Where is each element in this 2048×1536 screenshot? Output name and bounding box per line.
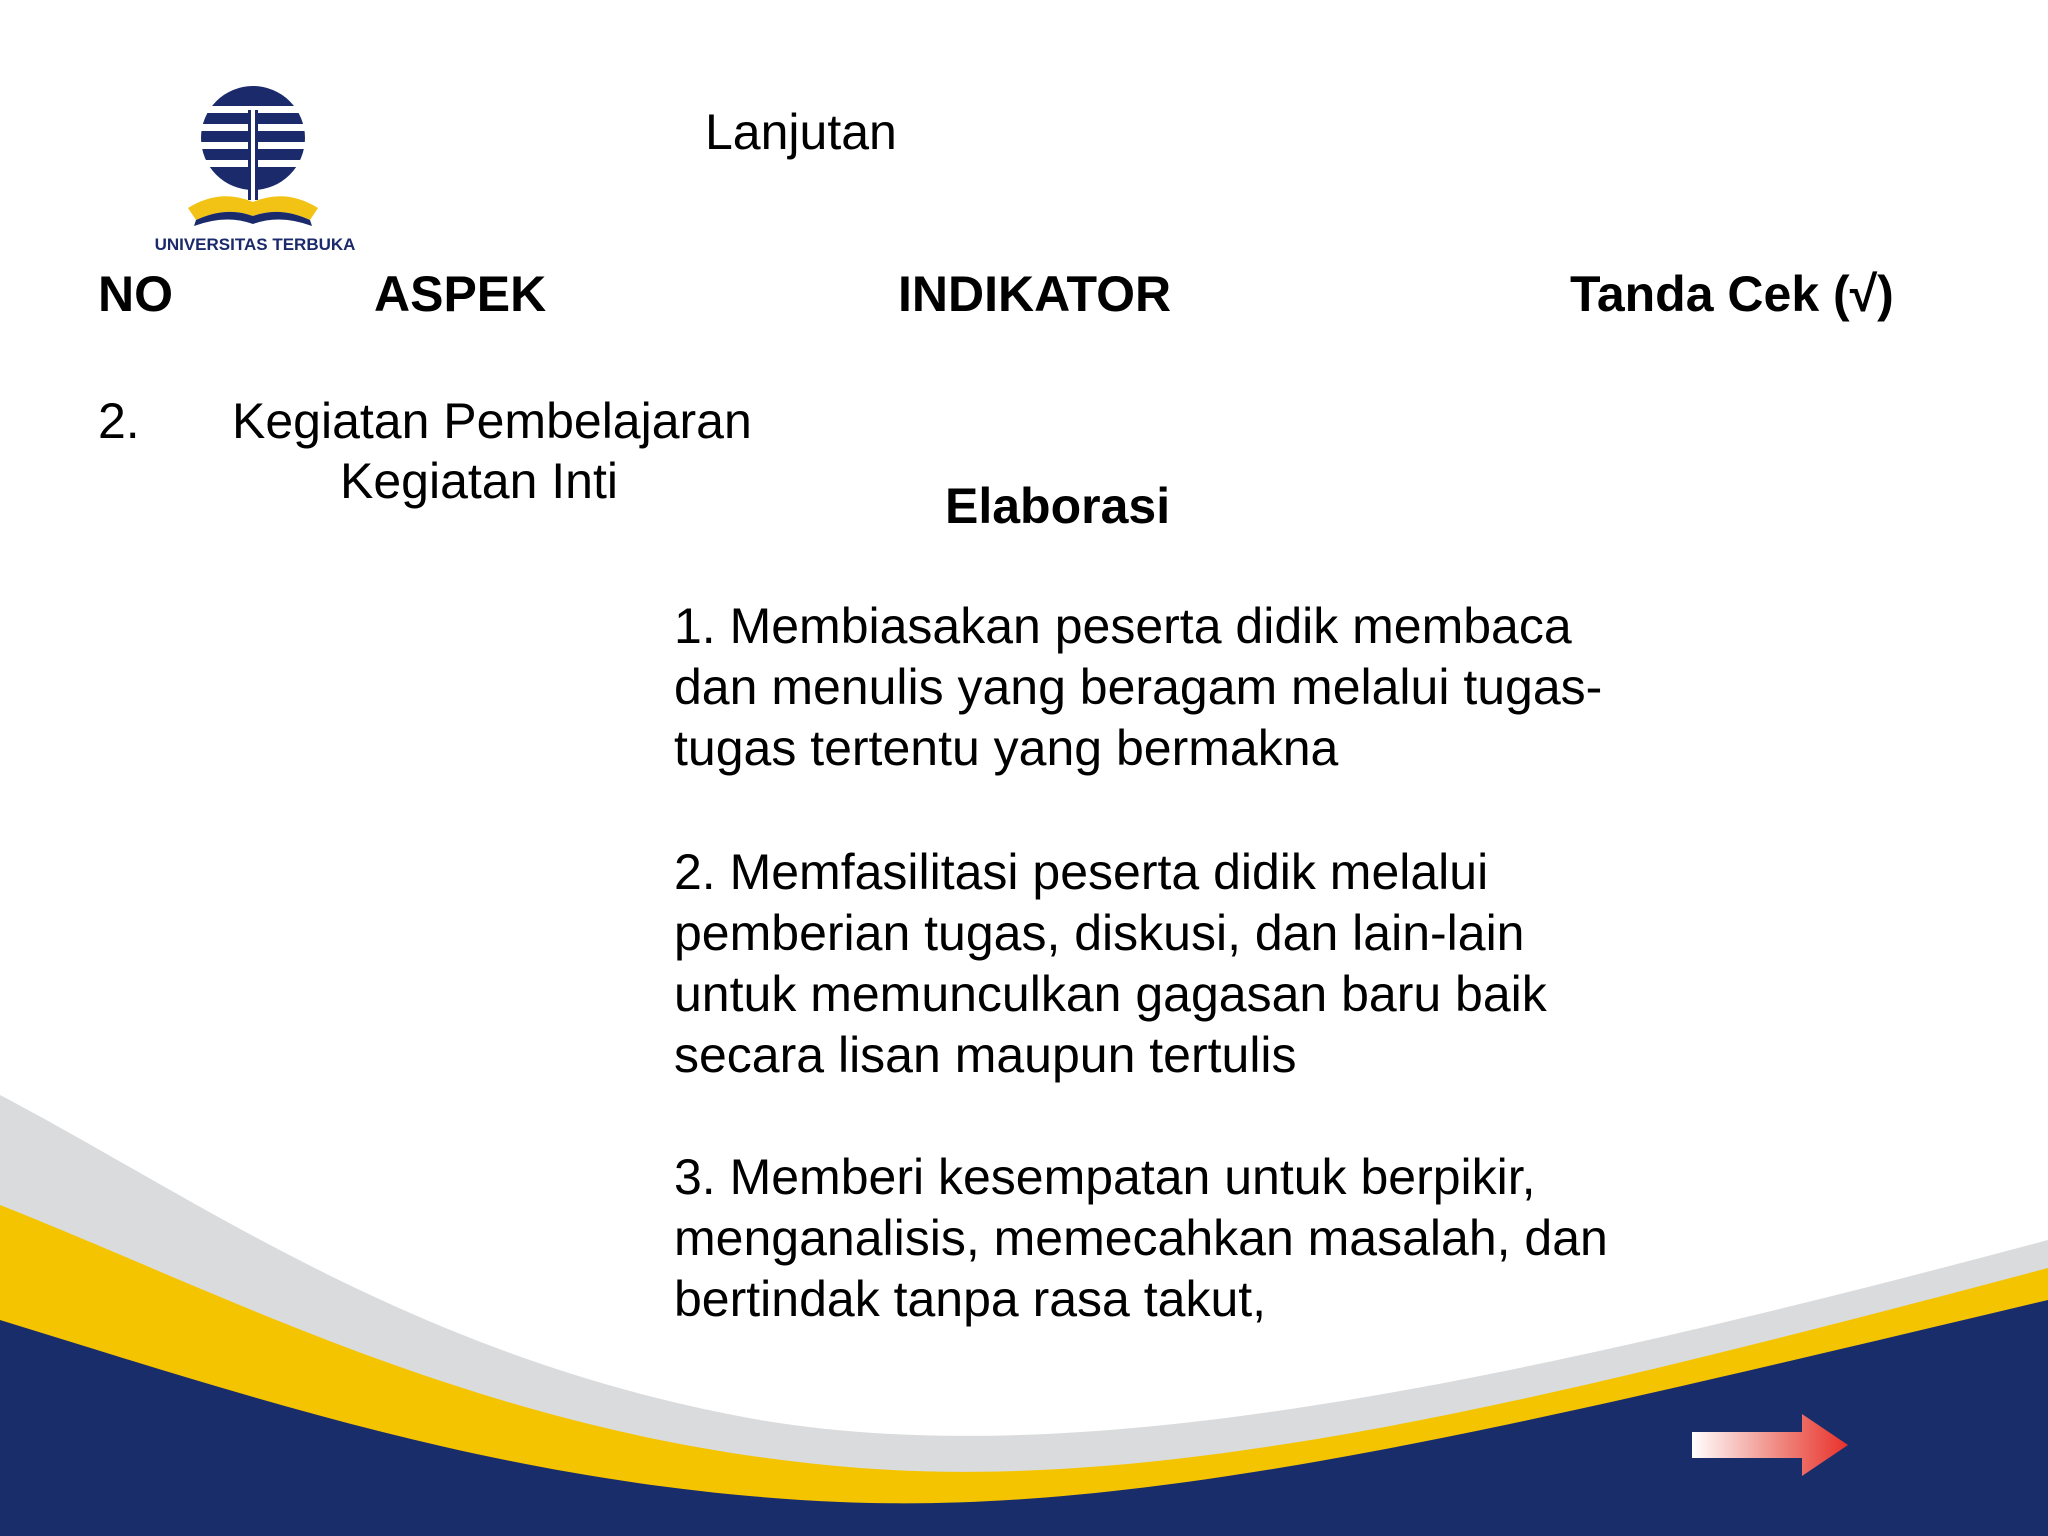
indikator-line: untuk memunculkan gagasan baru baik [674,966,1547,1022]
indikator-heading: Elaborasi [945,478,1171,534]
slide-title: Lanjutan [705,104,897,160]
row-number: 2. [98,393,140,449]
indikator-line: 2. Memfasilitasi peserta didik melalui [674,844,1489,900]
indikator-line: tugas tertentu yang bermakna [674,720,1339,776]
row-aspek: Kegiatan Pembelajaran [232,393,752,449]
header-indikator: INDIKATOR [898,266,1172,322]
indikator-line: bertindak tanpa rasa takut, [674,1271,1267,1327]
indikator-line: 3. Memberi kesempatan untuk berpikir, [674,1149,1536,1205]
row-sub-aspek: Kegiatan Inti [340,453,618,509]
right-arrow-icon[interactable] [1690,1412,1850,1478]
indikator-line: secara lisan maupun tertulis [674,1027,1297,1083]
indikator-line: menganalisis, memecahkan masalah, dan [674,1210,1608,1266]
header-tanda-cek: Tanda Cek (√) [1570,266,1894,322]
logo-text: UNIVERSITAS TERBUKA [154,235,356,254]
header-aspek: ASPEK [374,266,547,322]
indikator-item-1 [674,596,1674,779]
university-logo [140,80,370,260]
indikator-item-3 [674,1147,1674,1330]
indikator-line: dan menulis yang beragam melalui tugas- [674,659,1603,715]
indikator-line: 1. Membiasakan peserta didik membaca [674,598,1572,654]
indikator-item-2 [674,842,1674,1086]
indikator-line: pemberian tugas, diskusi, dan lain-lain [674,905,1525,961]
header-no: NO [98,266,173,322]
